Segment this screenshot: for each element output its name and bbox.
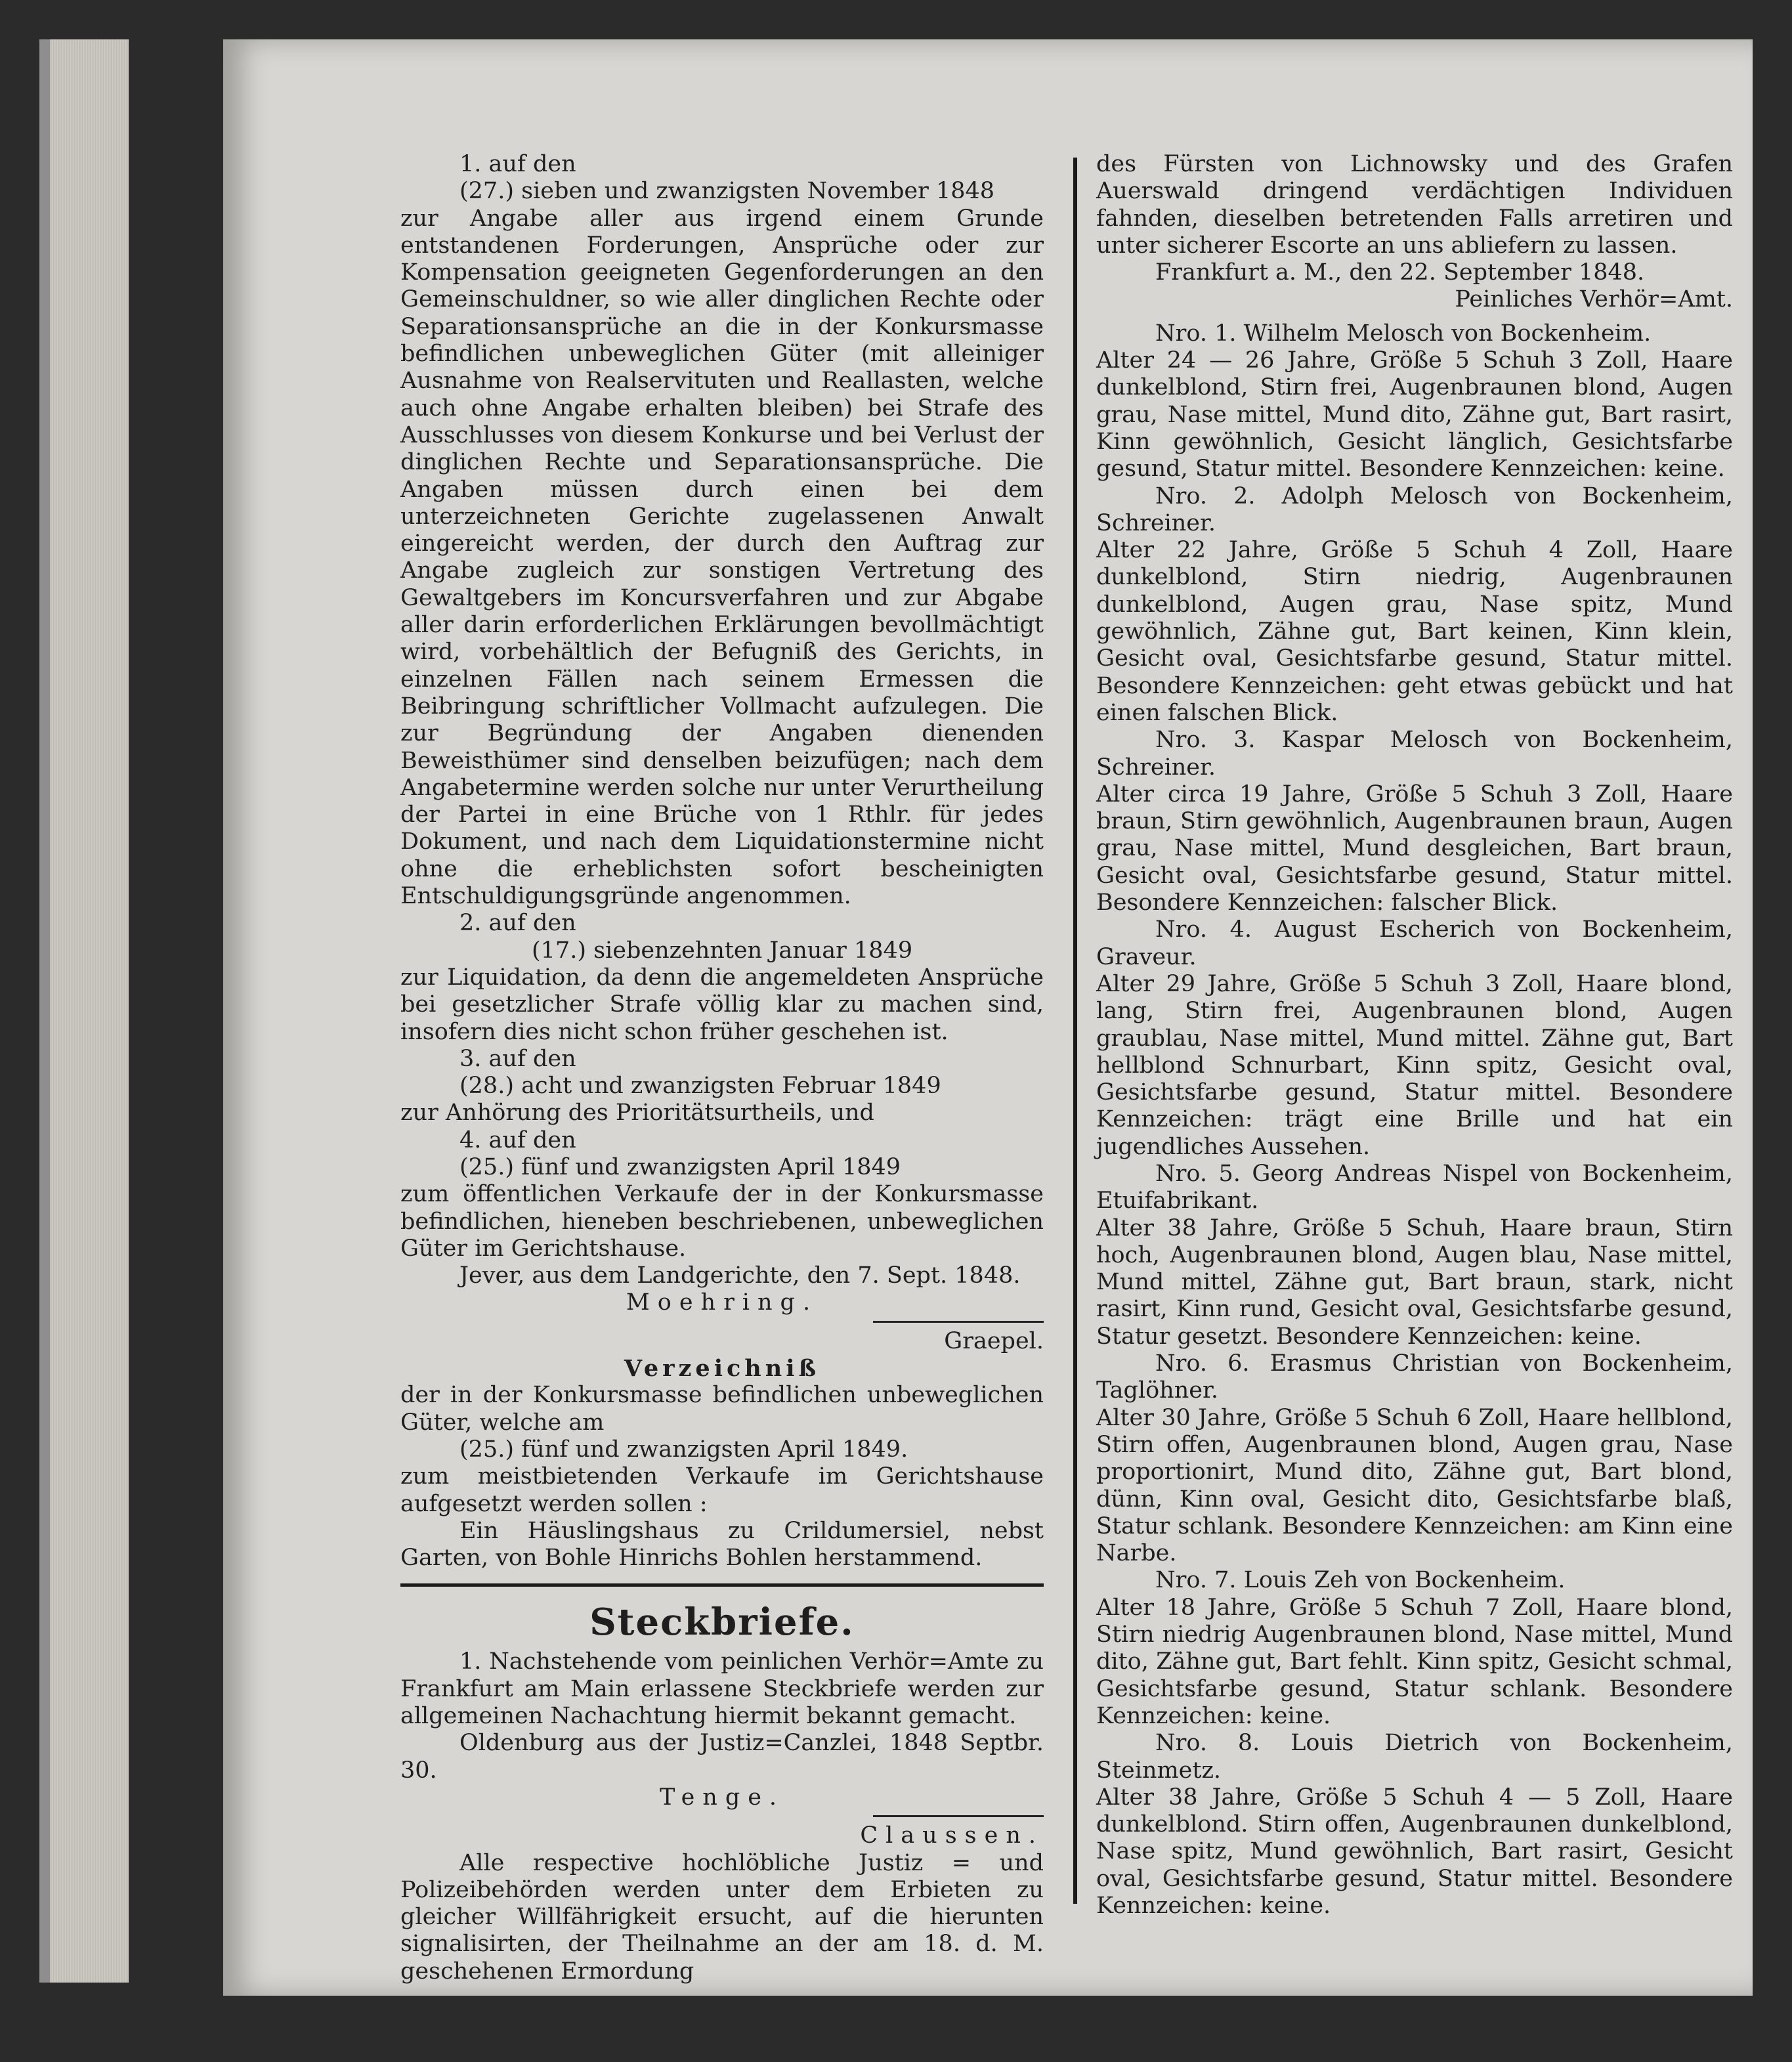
section-heading: Steckbriefe. xyxy=(589,1600,855,1644)
book-page-edges xyxy=(39,39,129,1983)
signature-rule xyxy=(873,1321,1044,1323)
entry-5-head: Nro. 5. Georg Andreas Nispel von Bockenheim, Etuifabrikant. xyxy=(1096,1160,1733,1214)
entry-2-body: Alter 22 Jahre, Größe 5 Schuh 4 Zoll, Haare dunkelblond, Stirn niedrig, Augenbraunen dunkelblond, Augen grau, Nase spitz, Mund gewöhnlich, Zähne gut, Bart keinen, Kinn klein, Gesicht oval, Gesichtsfarbe gesund, Statur mittel. Besondere Kennzeichen: geht etwas gebückt und hat einen falschen Blick. xyxy=(1096,537,1733,726)
entry-2-head: Nro. 2. Adolph Melosch von Bockenheim, Schreiner. xyxy=(1096,483,1733,536)
steckbriefe-para-1: 1. Nachstehende vom peinlichen Verhör=Amte zu Frankfurt am Main erlassene Steckbriefe werden zur allgemeinen Nachachtung hiermit bekannt gemacht. xyxy=(400,1648,1044,1730)
signature-rule-2 xyxy=(873,1815,1044,1817)
entry-8-head: Nro. 8. Louis Dietrich von Bockenheim, Steinmetz. xyxy=(1096,1730,1733,1784)
item-3-body: zur Anhörung des Prioritätsurtheils, und xyxy=(400,1100,874,1127)
entry-1-head: Nro. 1. Wilhelm Melosch von Bockenheim. xyxy=(1155,320,1652,347)
entry-3-body: Alter circa 19 Jahre, Größe 5 Schuh 3 Zoll, Haare braun, Stirn gewöhnlich, Augenbraunen braun, Augen grau, Nase mittel, Mund desgleichen, Bart braun, Gesicht oval, Gesichtsfarbe gesund, Statur mittel. Besondere Kennzeichen: falscher Blick. xyxy=(1096,781,1733,916)
signature-moehring: Moehring. xyxy=(626,1289,819,1316)
item-4-date: (25.) fünf und zwanzigsten April 1849 xyxy=(459,1153,901,1180)
left-column xyxy=(400,151,1044,1985)
warrant-intro: des Fürsten von Lichnowsky und des Grafen Auerswald dringend verdächtigen Individuen fahnden, dieselben betretenden Falls arretiren und unter sicherer Escorte an uns abliefern zu lassen. xyxy=(1096,151,1733,259)
item-3-date: (28.) acht und zwanzigsten Februar 1849 xyxy=(459,1073,941,1100)
signature-claussen: Claussen. xyxy=(860,1822,1044,1849)
place-date-line: Jever, aus dem Landgerichte, den 7. Sept. 1848. xyxy=(459,1262,1021,1289)
entry-6-body: Alter 30 Jahre, Größe 5 Schuh 6 Zoll, Haare hellblond, Stirn offen, Augenbraunen blond, Augen grau, Nase proportionirt, Mund dito, Zähne gut, Bart blond, dünn, Kinn oval, Gesicht dito, Gesichtsfarbe blaß, Statur schlank. Besondere Kennzeichen: am Kinn eine Narbe. xyxy=(1096,1404,1733,1567)
entry-5-body: Alter 38 Jahre, Größe 5 Schuh, Haare braun, Stirn hoch, Augenbraunen blond, Augen blau, Nase mittel, Mund mittel, Zähne gut, Bart braun, stark, nicht rasirt, Kinn rund, Gesicht oval, Gesichtsfarbe gesund, Statur gesetzt. Besondere Kennzeichen: keine. xyxy=(1096,1214,1733,1350)
item-1-date: (27.) sieben und zwanzigsten November 1848 xyxy=(459,178,995,205)
right-column xyxy=(1096,151,1733,1920)
item-2-label: 2. auf den xyxy=(459,910,576,937)
item-4-body: zum öffentlichen Verkaufe der in der Konkursmasse befindlichen, hieneben beschriebenen, unbeweglichen Güter im Gerichtshause. xyxy=(400,1181,1044,1262)
item-2-date: (17.) siebenzehnten Januar 1849 xyxy=(532,937,913,964)
entry-6-head: Nro. 6. Erasmus Christian von Bockenheim, Taglöhner. xyxy=(1096,1350,1733,1404)
item-3-label: 3. auf den xyxy=(459,1045,576,1072)
verzeichnis-title: Verzeichniß xyxy=(624,1355,821,1383)
signature-tenge: Tenge. xyxy=(659,1784,785,1811)
verzeichnis-body-2: zum meistbietenden Verkaufe im Gerichtshause aufgesetzt werden sollen : xyxy=(400,1463,1044,1517)
verzeichnis-item: Ein Häuslingshaus zu Crildumersiel, nebst Garten, von Bohle Hinrichs Bohlen herstammend. xyxy=(400,1517,1044,1572)
entry-8-body: Alter 38 Jahre, Größe 5 Schuh 4 — 5 Zoll, Haare dunkelblond. Stirn offen, Augenbraunen dunkelblond, Nase spitz, Mund gewöhnlich, Bart rasirt, Gesicht oval, Gesichtsfarbe gesund, Statur mittel. Besondere Kennzeichen: keine. xyxy=(1096,1784,1733,1919)
signature-graepel: Graepel. xyxy=(944,1327,1044,1354)
steckbriefe-place-date: Oldenburg aus der Justiz=Canzlei, 1848 Septbr. 30. xyxy=(400,1730,1044,1784)
entry-4-body: Alter 29 Jahre, Größe 5 Schuh 3 Zoll, Haare blond, lang, Stirn frei, Augenbraunen blond, Augen graublau, Nase mittel, Mund mittel. Zähne gut, Bart hellblond Schnurbart, Kinn spitz, Gesicht oval, Gesichtsfarbe gesund, Statur mittel. Besondere Kennzeichen: trägt eine Brille und hat ein jugendliches Aussehen. xyxy=(1096,970,1733,1160)
verzeichnis-body: der in der Konkursmasse befindlichen unbeweglichen Güter, welche am xyxy=(400,1382,1044,1436)
entry-3-head: Nro. 3. Kaspar Melosch von Bockenheim, Schreiner. xyxy=(1096,727,1733,781)
item-2-body: zur Liquidation, da denn die angemeldeten Ansprüche bei gesetzlicher Strafe völlig klar zu machen sind, insofern dies nicht schon früher geschehen ist. xyxy=(400,964,1044,1045)
entry-1-body: Alter 24 — 26 Jahre, Größe 5 Schuh 3 Zoll, Haare dunkelblond, Stirn frei, Augenbraunen blond, Augen grau, Nase mittel, Mund dito, Zähne gut, Bart rasirt, Kinn gewöhnlich, Gesicht länglich, Gesichtsfarbe gesund, Statur mittel. Besondere Kennzeichen: keine. xyxy=(1096,347,1733,483)
entry-7-head: Nro. 7. Louis Zeh von Bockenheim. xyxy=(1155,1567,1566,1594)
column-divider xyxy=(1073,158,1077,1904)
item-1-body: zur Angabe aller aus irgend einem Grunde entstandenen Forderungen, Ansprüche oder zur Kompensation geeigneten Gegenforderungen an den Gemeinschuldner, so wie aller dinglichen Rechte oder Separationsansprüche an die in der Konkursmasse befindlichen unbeweglichen Güter (mit alleiniger Ausnahme von Realservituten und Reallasten, welche auch ohne Angabe erhalten bleiben) bei Strafe des Ausschlusses von diesem Konkurse und bei Verlust der dinglichen Rechte und Separationsansprüche. Die Angaben müssen durch einen bei dem unterzeichneten Gerichte zugelassenen Anwalt eingereicht werden, der durch den Auftrag zur Angabe zugleich zur sonstigen Vertretung des Gewaltgebers im Koncursverfahren und zur Abgabe aller darin erforderlichen Erklärungen bevollmächtigt wird, vorbehältlich der Befugniß des Gerichts, in einzelnen Fällen nach seinem Ermessen die Beibringung schriftlicher Vollmacht aufzulegen. Die zur Begründung der Angaben dienenden Beweisthümer sind denselben beizufügen; nach dem Angabetermine werden solche nur unter Verurtheilung der Partei in eine Brüche von 1 Rthlr. für jedes Dokument, und nach dem Liquidationstermine nicht ohne die erheblichsten sofort bescheinigten Entschuldigungsgründe angenommen. xyxy=(400,205,1044,910)
item-4-label: 4. auf den xyxy=(459,1127,576,1153)
section-rule xyxy=(400,1583,1044,1587)
warrant-authority: Peinliches Verhör=Amt. xyxy=(1455,286,1733,313)
warrant-place-date: Frankfurt a. M., den 22. September 1848. xyxy=(1155,259,1645,286)
steckbriefe-para-2: Alle respective hochlöbliche Justiz = und Polizeibehörden werden unter dem Erbieten zu gleicher Willfährigkeit ersucht, auf die hierunten signalisirten, der Theilnahme an der am 18. d. M. geschehenen Ermordung xyxy=(400,1849,1044,1985)
verzeichnis-date: (25.) fünf und zwanzigsten April 1849. xyxy=(459,1436,908,1463)
entry-7-body: Alter 18 Jahre, Größe 5 Schuh 7 Zoll, Haare blond, Stirn niedrig Augenbraunen blond, Nase mittel, Mund dito, Zähne gut, Bart fehlt. Kinn spitz, Gesicht schmal, Gesichtsfarbe gesund, Statur schlank. Besondere Kennzeichen: keine. xyxy=(1096,1594,1733,1729)
entry-4-head: Nro. 4. August Escherich von Bockenheim, Graveur. xyxy=(1096,916,1733,970)
item-1-label: 1. auf den xyxy=(459,151,576,177)
